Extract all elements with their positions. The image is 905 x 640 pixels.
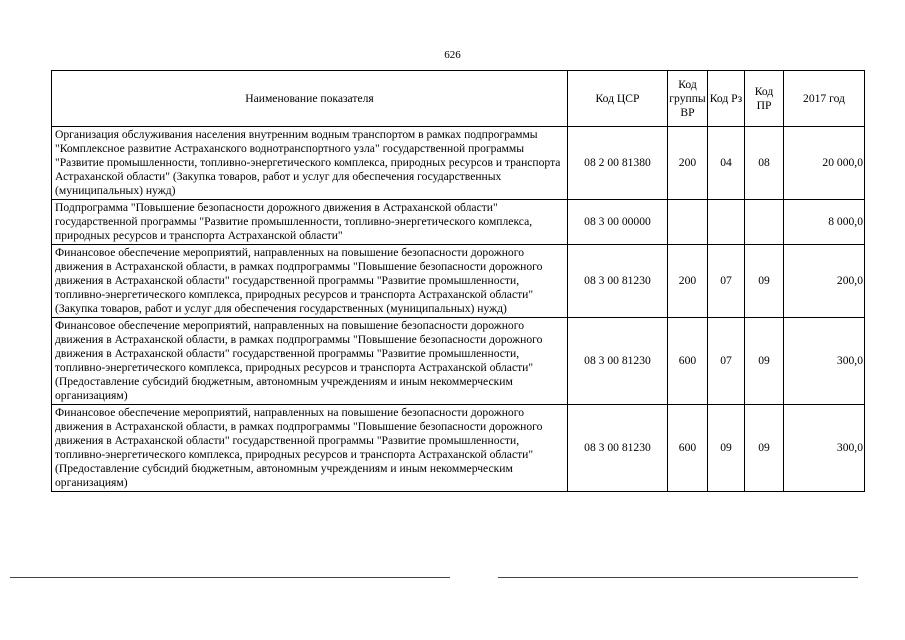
table-row bbox=[52, 245, 865, 318]
header-vr-code: Код группы ВР bbox=[668, 71, 708, 127]
row-amount: 300,0 bbox=[784, 318, 865, 405]
row-rz-code: 07 bbox=[708, 245, 745, 318]
table-row bbox=[52, 200, 865, 245]
row-pr-code: 09 bbox=[745, 405, 784, 492]
row-csr-code: 08 3 00 81230 bbox=[568, 245, 668, 318]
row-rz-code: 04 bbox=[708, 127, 745, 200]
row-pr-code: 08 bbox=[745, 127, 784, 200]
row-csr-code: 08 3 00 00000 bbox=[568, 200, 668, 245]
row-amount: 8 000,0 bbox=[784, 200, 865, 245]
table-header-row bbox=[52, 71, 865, 127]
table-row bbox=[52, 127, 865, 200]
row-vr-code: 600 bbox=[668, 405, 708, 492]
header-csr-code: Код ЦСР bbox=[568, 71, 668, 127]
row-rz-code: 09 bbox=[708, 405, 745, 492]
budget-table bbox=[51, 70, 865, 492]
table-row bbox=[52, 318, 865, 405]
row-rz-code: 07 bbox=[708, 318, 745, 405]
row-vr-code bbox=[668, 200, 708, 245]
header-rz-code: Код Рз bbox=[708, 71, 745, 127]
row-csr-code: 08 2 00 81380 bbox=[568, 127, 668, 200]
row-pr-code: 09 bbox=[745, 318, 784, 405]
row-vr-code: 600 bbox=[668, 318, 708, 405]
row-name: Подпрограмма "Повышение безопасности дорожного движения в Астраханской области" государственной программы "Развитие промышленности, топливно-энергетического комплекса, природных ресурсов и транспорта Астраханской области" bbox=[52, 200, 568, 245]
row-name: Финансовое обеспечение мероприятий, направленных на повышение безопасности дорожного движения в Астраханской области, в рамках подпрограммы "Повышение безопасности дорожного движения в Астраханской области" государственной программы "Развитие промышленности, топливно-энергетического комплекса, природных ресурсов и транспорта Астраханской области" (Предоставление субсидий бюджетным, автономным учреждениям и иным некоммерческим организациям) bbox=[52, 405, 568, 492]
header-year: 2017 год bbox=[784, 71, 865, 127]
row-name: Финансовое обеспечение мероприятий, направленных на повышение безопасности дорожного движения в Астраханской области, в рамках подпрограммы "Повышение безопасности дорожного движения в Астраханской области" государственной программы "Развитие промышленности, топливно-энергетического комплекса, природных ресурсов и транспорта Астраханской области" (Закупка товаров, работ и услуг для обеспечения государственных (муниципальных) нужд) bbox=[52, 245, 568, 318]
header-pr-code: Код ПР bbox=[745, 71, 784, 127]
row-vr-code: 200 bbox=[668, 127, 708, 200]
row-csr-code: 08 3 00 81230 bbox=[568, 405, 668, 492]
header-name: Наименование показателя bbox=[52, 71, 568, 127]
row-csr-code: 08 3 00 81230 bbox=[568, 318, 668, 405]
row-pr-code: 09 bbox=[745, 245, 784, 318]
row-pr-code bbox=[745, 200, 784, 245]
table-row bbox=[52, 405, 865, 492]
row-rz-code bbox=[708, 200, 745, 245]
row-amount: 200,0 bbox=[784, 245, 865, 318]
page-number: 626 bbox=[444, 49, 461, 61]
row-vr-code: 200 bbox=[668, 245, 708, 318]
bottom-divider-right bbox=[498, 577, 858, 578]
row-name: Финансовое обеспечение мероприятий, направленных на повышение безопасности дорожного движения в Астраханской области, в рамках подпрограммы "Повышение безопасности дорожного движения в Астраханской области" государственной программы "Развитие промышленности, топливно-энергетического комплекса, природных ресурсов и транспорта Астраханской области" (Предоставление субсидий бюджетным, автономным учреждениям и иным некоммерческим организациям) bbox=[52, 318, 568, 405]
bottom-divider-left bbox=[10, 577, 450, 578]
row-name: Организация обслуживания населения внутренним водным транспортом в рамках подпрограммы "Комплексное развитие Астраханского воднотранспортного узла" государственной программы "Развитие промышленности, топливно-энергетического комплекса, природных ресурсов и транспорта Астраханской области" (Закупка товаров, работ и услуг для обеспечения государственных (муниципальных) нужд) bbox=[52, 127, 568, 200]
row-amount: 300,0 bbox=[784, 405, 865, 492]
row-amount: 20 000,0 bbox=[784, 127, 865, 200]
